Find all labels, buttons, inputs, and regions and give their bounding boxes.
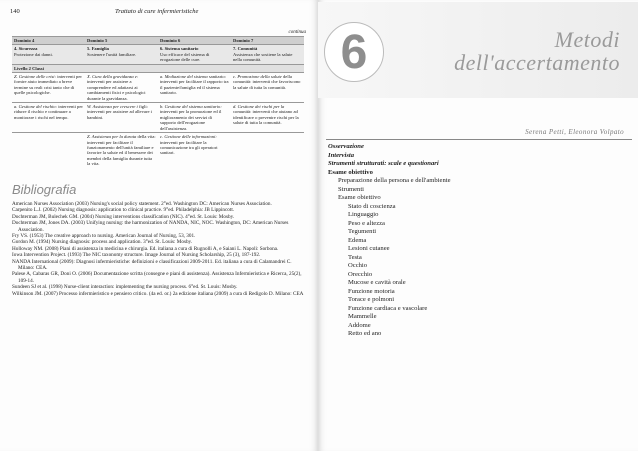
bibliography-list xyxy=(12,201,304,297)
class-desc: Uso efficace del sistema di erogazione delle cure. xyxy=(160,51,210,63)
page-number: 140 xyxy=(10,8,20,15)
chapter-number: 6 xyxy=(340,25,368,79)
cell-text: interventi per fornire aiuto immediato a breve termine su reali crisi tanto che di quelle psicologiche. xyxy=(14,74,82,96)
cell-lead: Z. Assistenza per la durata xyxy=(87,134,137,140)
left-page xyxy=(0,0,318,451)
table-cell xyxy=(231,45,304,64)
toc-item: Edema xyxy=(348,236,367,244)
table-cell xyxy=(12,133,85,168)
toc-item: Retto ed ano xyxy=(348,330,382,337)
right-page xyxy=(318,0,638,451)
table-row xyxy=(12,133,304,168)
toc-item: Mucose e cavità orale xyxy=(348,279,406,286)
toc-item: Esame obiettivo xyxy=(338,194,381,201)
chapter-number-badge xyxy=(324,22,384,82)
cell-lead: a. Mediazione del sistema xyxy=(160,74,208,80)
class-desc: Assistenza che sostiene la salute nella comunità. xyxy=(233,51,293,63)
toc-item: Occhio xyxy=(348,262,368,269)
class-title: 4. Sicurezza xyxy=(14,46,38,52)
cell-lead: d. Gestione dei rischi per la xyxy=(233,104,285,110)
chapter-title-line: dell'accertamento xyxy=(454,50,620,75)
toc-item: Intervista xyxy=(328,151,355,159)
table-cell xyxy=(231,73,304,103)
toc-item: Osservazione xyxy=(328,143,364,150)
cell-lead: Z. Gestione delle crisi: xyxy=(14,74,57,80)
class-desc: Protezione dai danni. xyxy=(14,51,53,57)
table-cell xyxy=(12,45,85,64)
nic-domains-table xyxy=(12,36,304,168)
toc-item: Stato di coscienza xyxy=(348,202,396,210)
bibliography-entry: Dochterman JM, Jones DA. (2003) Unifying nursing: the harmonization of NANDA, NIC, NOC. Washington, DC: American Nurses Association. xyxy=(12,220,289,233)
table-cell xyxy=(158,73,231,103)
bibliography-entry: Wilkinson JM. (2007) Processo infermieristico e pensiero critico. (4a ed. or.) 2a edizione italiana (2009) a cura di Redigolo D. Milano: CEA xyxy=(12,290,304,297)
table-cell xyxy=(85,133,158,168)
toc-item: Strumenti xyxy=(338,185,365,193)
divider xyxy=(326,139,632,140)
bibliography-entry: NANDA International (2009): Diagnosi infermieristiche: definizioni e classificazioni 2009-2011. Ed. italiana a cura di Calamandrei C. Milano: CEA. xyxy=(12,258,292,272)
toc-item: Preparazione della persona e dell'ambiente xyxy=(338,177,451,184)
bibliography-entry: American Nurses Association (2003) Nursing's social policy statement. 2°ed. Washington DC: American Nurses Association. xyxy=(12,201,272,207)
toc-item: Testa xyxy=(348,253,362,261)
bibliography-entry: Iowa Intervention Project. (1993) The NIC taxonomy structure. Image Journal of Nursing Scholarship, 25 (3), 187-192. xyxy=(12,252,261,259)
chapter-authors: Serena Petti, Eleonora Volpato xyxy=(525,128,624,136)
toc-item: Addome xyxy=(348,321,371,329)
class-title: 6. Sistema sanitario xyxy=(160,46,199,52)
table-cell xyxy=(158,103,231,133)
toc-item: Lesioni cutanee xyxy=(348,245,390,252)
cell-text: interventi per facilitare la comunicazione tra gli operatori sanitari. xyxy=(160,139,218,156)
level-label: Livello 2 Classi xyxy=(12,64,304,72)
cell-lead: X. Cura della gravidanza e: xyxy=(87,74,139,80)
table-row xyxy=(12,103,304,133)
table-header-cell: Dominio 6 xyxy=(158,37,231,45)
toc-item: Torace e polmoni xyxy=(348,296,395,303)
table-level-row xyxy=(12,64,304,72)
cell-lead: W. Assistenza per crescere i xyxy=(87,104,138,110)
bibliography-entry: Holloway NM. (2008) Piani di assistenza in medicina e chirurgia. Ed. italiana a cura di Rugnolli A, e Saiani L. Napoli: Sorbona. xyxy=(12,245,279,252)
continua-label: continua xyxy=(288,30,306,35)
cell-text: sanitario: interventi per facilitare il rapporto tra il paziente/famiglia ed il sistema sanitario. xyxy=(160,74,229,96)
chapter-title-line: Metodi xyxy=(554,27,620,52)
cell-text: interventi per la promozione ed il miglioramento dei servizi di supporto dell'erogazione dell'assistenza. xyxy=(160,109,222,131)
chapter-title xyxy=(454,28,620,74)
cell-lead: b. Gestione del sistema sanitario: xyxy=(160,104,222,110)
bibliography-entry: Carpenito L.J. (2002) Nursing diagnosis: application to clinical practice. 9°ed. Philadelphia: JB Lippincott. xyxy=(12,207,235,214)
table-cell xyxy=(12,73,85,103)
bibliography-entry: Dochterman JM, Bulechek GM. (2004) Nursing interventions classification (NIC). 4°ed. St. Louis: Mosby. xyxy=(12,213,235,220)
toc-item: Mammelle xyxy=(348,313,377,320)
toc-item: Peso e altezza xyxy=(348,219,385,227)
toc-item: Funzione motoria xyxy=(348,287,395,295)
table-header-cell: Dominio 4 xyxy=(12,37,85,45)
cell-text: interventi per assistere a comprendere ed adattarsi ai cambiamenti fisici e psicologici durante la gravidanza. xyxy=(87,79,146,101)
cell-lead: c. Gestione delle informazioni: xyxy=(160,134,217,140)
cell-lead: c. Promozione della salute xyxy=(233,74,282,80)
bibliography-title: Bibliografia xyxy=(12,182,77,197)
table-header-cell: Dominio 5 xyxy=(85,37,158,45)
bibliography-entry: Sundeen SJ et al. (1998) Nurse-client interaction: implementing the nursing process. 6°ed. St. Louis: Mosby. xyxy=(12,284,238,291)
cell-text: della comunità: interventi che favoriscono la salute di tutta la comunità. xyxy=(233,74,301,90)
table-cell xyxy=(231,133,304,168)
toc-item: Tegumenti xyxy=(348,228,377,235)
class-title: 7. Comunità xyxy=(233,46,258,52)
cell-text: della vita: interventi per facilitare il funzionamento dell'unità familiare e favorire la salute ed il benessere dei membri della famiglia durante tutta la vita. xyxy=(87,134,156,167)
cell-text: interventi per ridurre il rischio e continuare a monitorare i rischi nel tempo. xyxy=(14,104,83,120)
table-cell xyxy=(231,103,304,133)
table-cell xyxy=(85,103,158,133)
toc-item: Orecchio xyxy=(348,270,373,278)
toc-item: Esame obiettivo xyxy=(328,168,373,176)
table-cell xyxy=(158,133,231,168)
toc-item: Funzione cardiaca e vascolare xyxy=(348,304,428,312)
cell-lead: a. Gestione del rischio: xyxy=(14,104,58,110)
bibliography-entry: Gordon M. (1994) Nursing diagnosis: process and application. 3°ed. St. Louis: Mosby. xyxy=(12,239,193,246)
table-cell xyxy=(85,45,158,64)
cell-text: comunità: interventi che aiutano ad identificare o prevenire rischi per la salute di tutta la comunità. xyxy=(233,109,299,126)
chapter-contents xyxy=(328,143,618,339)
table-class-row xyxy=(12,45,304,64)
bibliography-entry: Palese A, Cabaras GR, Doni O. (2006) Documentazione scritta (consegne e piani di assistenza). Assistenza Infermieristica e Ricerca, 25(2), 109-14. xyxy=(12,271,302,284)
class-desc: Sostenere l'unità familiare. xyxy=(87,51,137,57)
toc-item: Strumenti strutturati: scale e questionari xyxy=(328,160,439,167)
table-header-cell: Dominio 7 xyxy=(231,37,304,45)
toc-item: Linguaggio xyxy=(348,211,379,218)
table-cell xyxy=(158,45,231,64)
bibliography-entry: Fry VS. (1953) The creative approach to nursing. American Journal of Nursing, 53, 301. xyxy=(12,233,196,240)
table-cell xyxy=(85,73,158,103)
running-title: Trattato di cure infermieristiche xyxy=(115,8,199,15)
table-row xyxy=(12,73,304,103)
table-cell xyxy=(12,103,85,133)
cell-text: figli: interventi per assistere ad allevare i bambini. xyxy=(87,104,152,120)
class-title: 5. Famiglia xyxy=(87,46,109,52)
table-header-row xyxy=(12,37,304,45)
